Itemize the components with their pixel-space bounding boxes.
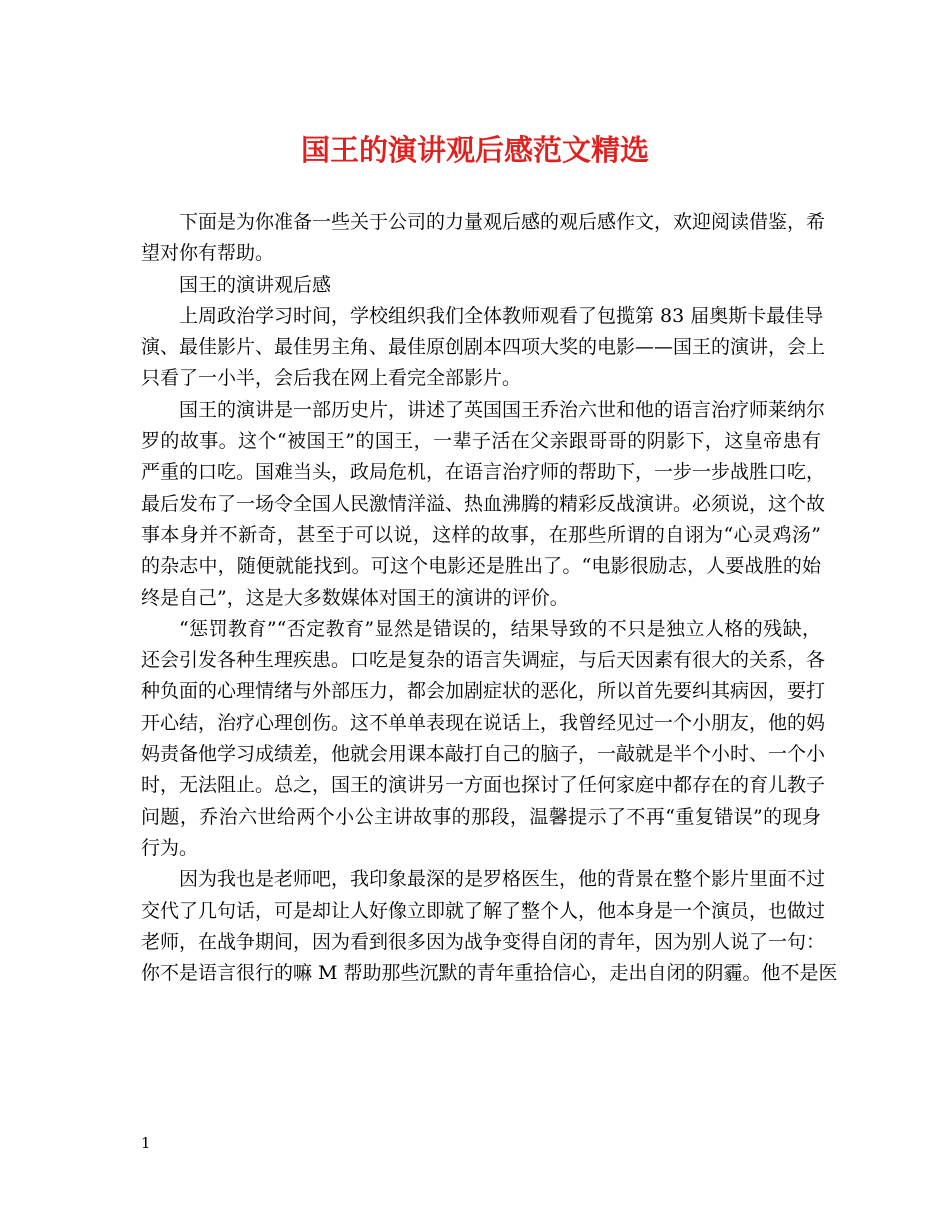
text-line: 只看了一小半，会后我在网上看完全部影片。	[141, 367, 522, 390]
document-body	[141, 207, 838, 989]
text-line: 行为。	[141, 836, 199, 859]
text-line: 还会引发各种生理疾患。口吃是复杂的语言失调症，与后天因素有很大的关系，各	[141, 649, 826, 672]
text-line: 种负面的心理情绪与外部压力，都会加剧症状的恶化，所以首先要纠其病因，要打	[141, 680, 826, 703]
text-line: 上周政治学习时间，学校组织我们全体教师观看了包揽第 83 届奥斯卡最佳导	[179, 304, 824, 327]
text-line: 望对你有帮助。	[141, 242, 275, 265]
text-line: 你不是语言很行的嘛 M 帮助那些沉默的青年重拾信心，走出自闭的阴霾。他不是医	[141, 962, 838, 985]
text-line: 交代了几句话，可是却让人好像立即就了解了整个人，他本身是一个演员，也做过	[141, 899, 826, 922]
text-line: 时，无法阻止。总之，国王的演讲另一方面也探讨了任何家庭中都存在的育儿教子	[141, 774, 826, 797]
text-line: 因为我也是老师吧，我印象最深的是罗格医生，他的背景在整个影片里面不过	[179, 868, 826, 891]
text-line: 下面是为你准备一些关于公司的力量观后感的观后感作文，欢迎阅读借鉴，希	[179, 211, 826, 233]
text-line: 最后发布了一场令全国人民激情洋溢、热血沸腾的精彩反战演讲。必须说，这个故	[141, 492, 826, 515]
text-line: 开心结，治疗心理创伤。这不单单表现在说话上，我曾经见过一个小朋友，他的妈	[141, 711, 826, 734]
text-line: 演、最佳影片、最佳男主角、最佳原创剧本四项大奖的电影——国王的演讲，会上	[141, 336, 826, 359]
text-line: 国王的演讲观后感	[179, 273, 332, 296]
text-line: 妈责备他学习成绩差，他就会用课本敲打自己的脑子，一敲就是半个小时、一个小	[141, 743, 826, 766]
text-line: 终是自己”，这是大多数媒体对国王的演讲的评价。	[141, 586, 569, 609]
text-line: 问题，乔治六世给两个小公主讲故事的那段，温馨提示了不再“重复错误”的现身	[141, 805, 821, 828]
page-title: 国王的演讲观后感范文精选	[300, 133, 649, 167]
text-line: 罗的故事。这个“被国王”的国王，一辈子活在父亲跟哥哥的阴影下，这皇帝患有	[141, 430, 821, 453]
text-line: “惩罚教育”“否定教育”显然是错误的，结果导致的不只是独立人格的残缺，	[179, 617, 821, 640]
text-line: 老师，在战争期间，因为看到很多因为战争变得自闭的青年，因为别人说了一句：	[141, 930, 826, 953]
page-number: 1	[141, 1134, 151, 1152]
text-line: 严重的口吃。国难当头，政局危机，在语言治疗师的帮助下，一步一步战胜口吃，	[141, 461, 826, 484]
text-line: 国王的演讲是一部历史片，讲述了英国国王乔治六世和他的语言治疗师莱纳尔	[179, 398, 826, 421]
text-line: 事本身并不新奇，甚至于可以说，这样的故事，在那些所谓的自诩为“心灵鸡汤”	[141, 523, 821, 546]
text-line: 的杂志中，随便就能找到。可这个电影还是胜出了。“电影很励志，人要战胜的始	[141, 555, 821, 578]
